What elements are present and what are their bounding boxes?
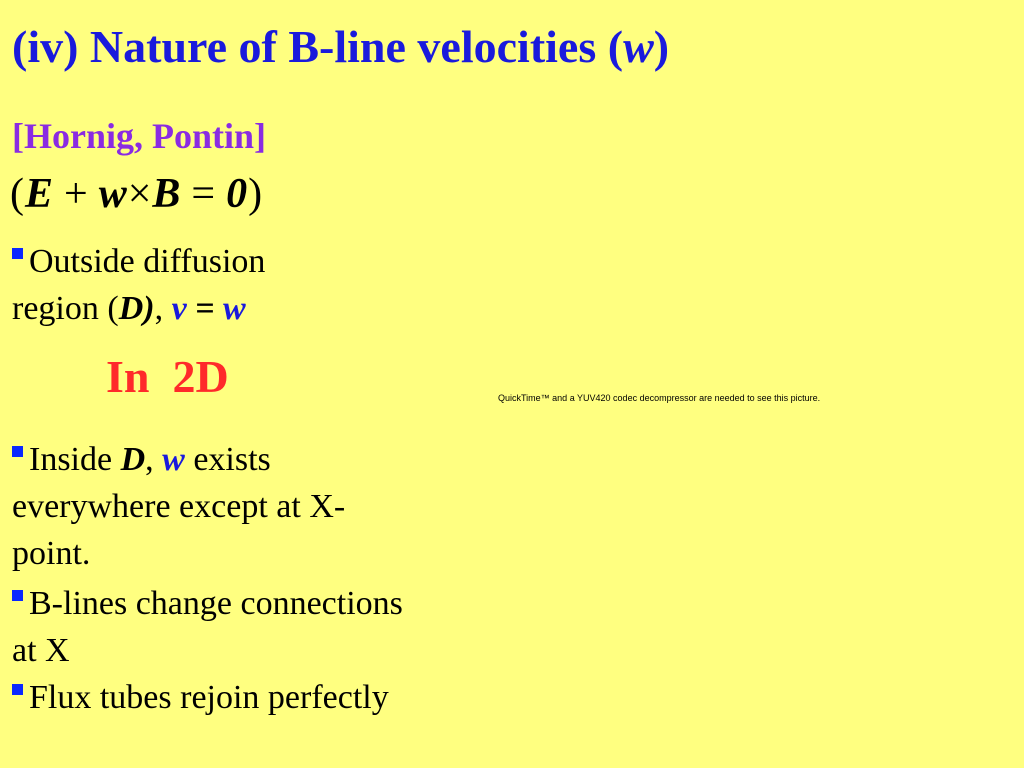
title-variable: w: [623, 21, 654, 72]
bullet-square-icon: [12, 446, 23, 457]
bullet-square-icon: [12, 248, 23, 259]
slide-title: (iv) Nature of B-line velocities (w): [12, 21, 670, 72]
bullet-square-icon: [12, 590, 23, 601]
bullet-inside-d: Inside D, w exists everywhere except at X-point.: [12, 441, 346, 572]
equation: (E + w×B = 0): [10, 171, 264, 217]
bullet-flux-tubes: Flux tubes rejoin perfectly: [12, 674, 412, 721]
bullet-outside-diffusion: Outside diffusion region (D), v = w: [12, 243, 266, 327]
bullet-blines-change: B-lines change connections at X: [12, 585, 403, 669]
video-placeholder-text: QuickTime™ and a YUV420 codec decompressor are needed to see this picture.: [498, 393, 821, 403]
in-2d-label: In 2D: [106, 351, 229, 402]
authors-citation: [Hornig, Pontin]: [12, 116, 267, 156]
bullet-square-icon: [12, 684, 23, 695]
